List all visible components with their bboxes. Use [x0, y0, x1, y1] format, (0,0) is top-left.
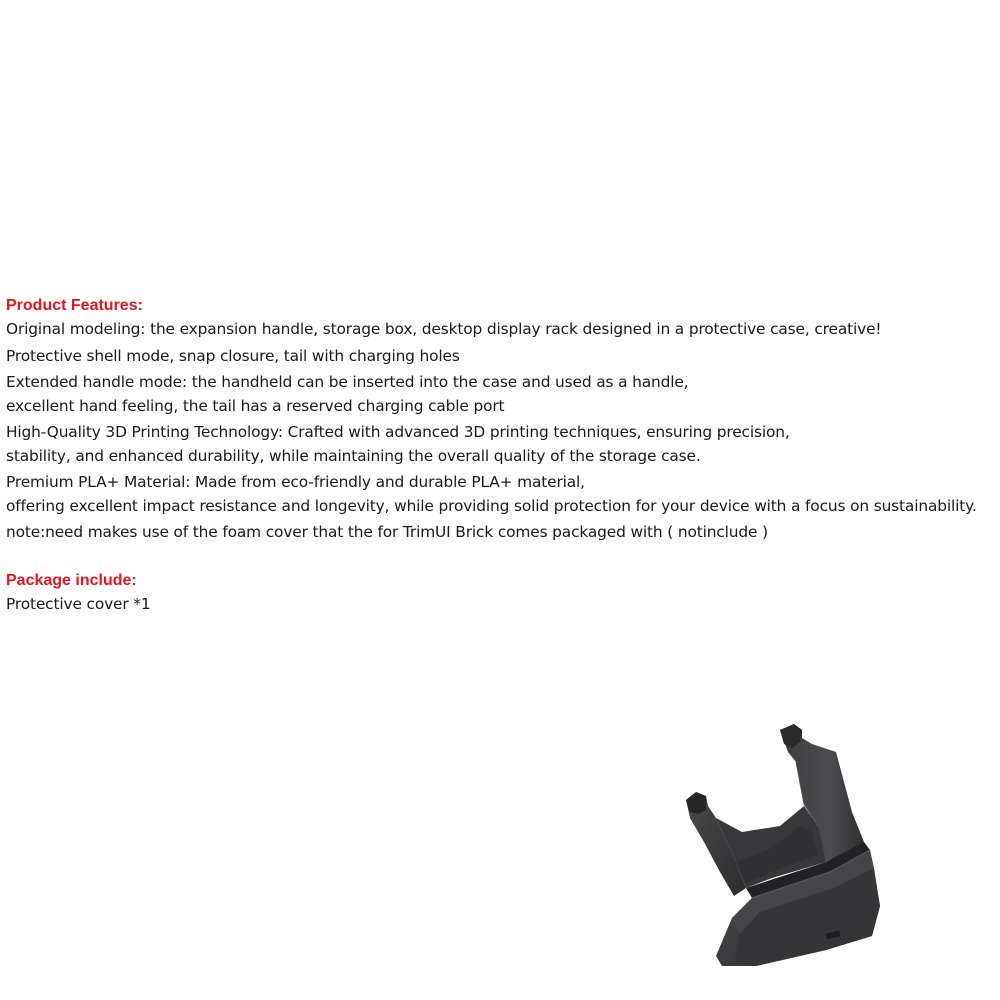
feature-line: note:need makes use of the foam cover that the for TrimUI Brick comes packaged with ( notinclude )	[6, 523, 768, 541]
feature-item-modeling	[6, 318, 996, 342]
feature-line: High-Quality 3D Printing Technology: Crafted with advanced 3D printing techniques, ensuring precision,	[6, 423, 790, 441]
package-item: Protective cover *1	[6, 594, 151, 613]
package-include-heading: Package include:	[6, 571, 137, 589]
feature-item-note	[6, 521, 996, 545]
product-description	[6, 294, 996, 616]
feature-line: Original modeling: the expansion handle, storage box, desktop display rack designed in a protective case, creative!	[6, 320, 882, 338]
protective-case-photo	[676, 722, 886, 972]
feature-line: Extended handle mode: the handheld can be inserted into the case and used as a handle,	[6, 373, 689, 391]
feature-line: stability, and enhanced durability, while maintaining the overall quality of the storage case.	[6, 446, 701, 465]
feature-line: excellent hand feeling, the tail has a reserved charging cable port	[6, 396, 505, 415]
feature-item-shell-mode	[6, 345, 996, 369]
feature-line: Premium PLA+ Material: Made from eco-friendly and durable PLA+ material,	[6, 473, 585, 491]
feature-item-handle-mode	[6, 371, 996, 418]
feature-item-pla-material	[6, 471, 996, 518]
feature-item-3d-printing	[6, 421, 996, 468]
feature-line: Protective shell mode, snap closure, tail with charging holes	[6, 346, 460, 365]
feature-line: offering excellent impact resistance and longevity, while providing solid protection for your device with a focus on sustainability.	[6, 496, 977, 515]
product-features-heading: Product Features:	[6, 297, 143, 314]
